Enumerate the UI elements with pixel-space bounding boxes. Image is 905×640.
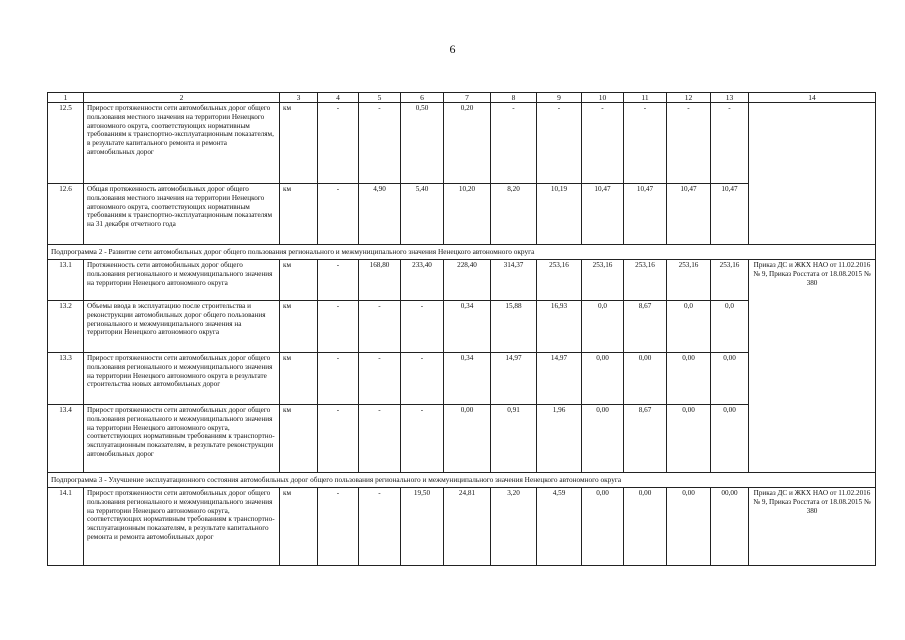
value-cell: 0,00 xyxy=(711,405,749,473)
value-cell: 10,47 xyxy=(624,184,667,245)
value-cell: - xyxy=(318,260,359,301)
indicator-name: Прирост протяженности сети автомобильных дорог общего пользования регионального и межмуниципального значения на территории Ненецкого автономного округа, соответствующих нормативным требованиям к транспортно-эксплуатационным показателям, в результате капитального ремонта и ремонта автомобильных дорог xyxy=(84,488,280,566)
column-number: 7 xyxy=(444,93,491,103)
column-number: 2 xyxy=(84,93,280,103)
value-cell: 10,19 xyxy=(537,184,582,245)
value-cell: - xyxy=(624,103,667,184)
row-number: 13.1 xyxy=(48,260,84,301)
value-cell: 4,90 xyxy=(359,184,401,245)
value-cell: 10,47 xyxy=(667,184,711,245)
value-cell: - xyxy=(491,103,537,184)
column-number: 14 xyxy=(749,93,876,103)
value-cell: - xyxy=(359,103,401,184)
row-number: 12.6 xyxy=(48,184,84,245)
column-number: 6 xyxy=(401,93,444,103)
subprogram-row xyxy=(48,245,876,260)
value-cell: 0,00 xyxy=(667,405,711,473)
value-cell: 0,00 xyxy=(667,488,711,566)
indicator-name: Прирост протяженности сети автомобильных дорог общего пользования регионального и межмуниципального значения на территории Ненецкого автономного округа в результате строительства новых автомобильных дорог xyxy=(84,353,280,405)
value-cell: - xyxy=(667,103,711,184)
row-number: 14.1 xyxy=(48,488,84,566)
value-cell: 8,67 xyxy=(624,301,667,353)
value-cell: 14,97 xyxy=(491,353,537,405)
indicator-name: Прирост протяженности сети автомобильных дорог общего пользования местного значения на территории Ненецкого автономного округа, соответствующих нормативным требованиям к транспортно-эксплуатационным показателям, в результате капитального ремонта и ремонта автомобильных дорог xyxy=(84,103,280,184)
table-row xyxy=(48,488,876,566)
value-cell: 0,0 xyxy=(667,301,711,353)
column-number: 12 xyxy=(667,93,711,103)
value-cell: - xyxy=(318,103,359,184)
value-cell: 19,50 xyxy=(401,488,444,566)
value-cell: 14,97 xyxy=(537,353,582,405)
row-number: 13.4 xyxy=(48,405,84,473)
source-cell: Приказ ДС и ЖКХ НАО от 11.02.2016 № 9, Приказ Росстата от 18.08.2015 № 380 xyxy=(749,260,876,473)
value-cell: - xyxy=(537,103,582,184)
column-number: 11 xyxy=(624,93,667,103)
value-cell: 8,20 xyxy=(491,184,537,245)
value-cell: 0,0 xyxy=(582,301,624,353)
row-number: 13.3 xyxy=(48,353,84,405)
column-number: 9 xyxy=(537,93,582,103)
indicator-name: Общая протяженность автомобильных дорог общего пользования местного значения на территории Ненецкого автономного округа, соответствующих нормативным требованиям к транспортно-эксплуатационным показателям на 31 декабря отчетного года xyxy=(84,184,280,245)
value-cell: - xyxy=(401,301,444,353)
unit-cell: км xyxy=(280,103,318,184)
value-cell: - xyxy=(582,103,624,184)
subprogram-row xyxy=(48,473,876,488)
value-cell: - xyxy=(318,301,359,353)
value-cell: - xyxy=(318,353,359,405)
column-number: 1 xyxy=(48,93,84,103)
unit-cell: км xyxy=(280,301,318,353)
value-cell: 5,40 xyxy=(401,184,444,245)
table-row xyxy=(48,103,876,184)
column-number: 13 xyxy=(711,93,749,103)
source-cell xyxy=(749,103,876,245)
value-cell: - xyxy=(711,103,749,184)
value-cell: 0,00 xyxy=(582,488,624,566)
value-cell: 10,47 xyxy=(711,184,749,245)
value-cell: 8,67 xyxy=(624,405,667,473)
value-cell: 314,37 xyxy=(491,260,537,301)
column-number: 4 xyxy=(318,93,359,103)
table-header xyxy=(48,93,876,103)
indicator-name: Объемы ввода в эксплуатацию после строительства и реконструкции автомобильных дорог общего пользования регионального и межмуниципального значения на территории Ненецкого автономного округа xyxy=(84,301,280,353)
page-number: 6 xyxy=(449,42,456,56)
value-cell: - xyxy=(401,353,444,405)
value-cell: 0,91 xyxy=(491,405,537,473)
value-cell: 10,47 xyxy=(582,184,624,245)
subprogram-heading: Подпрограмма 2 - Развитие сети автомобильных дорог общего пользования регионального и межмуниципального значения Ненецкого автономного округа xyxy=(48,245,876,260)
subprogram-heading: Подпрограмма 3 - Улучшение эксплуатационного состояния автомобильных дорог общего пользования регионального и межмуниципального значения Ненецкого автономного округа xyxy=(48,473,876,488)
value-cell: - xyxy=(359,353,401,405)
value-cell: - xyxy=(359,405,401,473)
value-cell: 1,96 xyxy=(537,405,582,473)
value-cell: 0,00 xyxy=(582,353,624,405)
row-number: 13.2 xyxy=(48,301,84,353)
value-cell: - xyxy=(401,405,444,473)
value-cell: 233,40 xyxy=(401,260,444,301)
value-cell: 253,16 xyxy=(667,260,711,301)
value-cell: 0,00 xyxy=(624,488,667,566)
value-cell: 0,0 xyxy=(711,301,749,353)
indicator-name: Протяженность сети автомобильных дорог общего пользования регионального и межмуниципального значения на территории Ненецкого автономного округа xyxy=(84,260,280,301)
value-cell: - xyxy=(318,184,359,245)
value-cell: 0,00 xyxy=(444,405,491,473)
value-cell: 15,88 xyxy=(491,301,537,353)
value-cell: 253,16 xyxy=(582,260,624,301)
value-cell: 0,00 xyxy=(711,353,749,405)
indicators-table xyxy=(47,92,876,566)
column-number: 8 xyxy=(491,93,537,103)
unit-cell: км xyxy=(280,260,318,301)
value-cell: 0,00 xyxy=(582,405,624,473)
column-number: 5 xyxy=(359,93,401,103)
unit-cell: км xyxy=(280,353,318,405)
column-number: 3 xyxy=(280,93,318,103)
value-cell: 253,16 xyxy=(711,260,749,301)
value-cell: 228,40 xyxy=(444,260,491,301)
value-cell: 253,16 xyxy=(537,260,582,301)
value-cell: 0,50 xyxy=(401,103,444,184)
column-number: 10 xyxy=(582,93,624,103)
row-number: 12.5 xyxy=(48,103,84,184)
value-cell: 0,00 xyxy=(667,353,711,405)
value-cell: 168,80 xyxy=(359,260,401,301)
value-cell: - xyxy=(359,488,401,566)
value-cell: 0,20 xyxy=(444,103,491,184)
unit-cell: км xyxy=(280,488,318,566)
value-cell: 16,93 xyxy=(537,301,582,353)
value-cell: 4,59 xyxy=(537,488,582,566)
value-cell: - xyxy=(318,405,359,473)
value-cell: - xyxy=(318,488,359,566)
value-cell: - xyxy=(359,301,401,353)
unit-cell: км xyxy=(280,184,318,245)
value-cell: 0,34 xyxy=(444,301,491,353)
value-cell: 24,81 xyxy=(444,488,491,566)
value-cell: 253,16 xyxy=(624,260,667,301)
value-cell: 0,00 xyxy=(624,353,667,405)
source-cell: Приказ ДС и ЖКХ НАО от 11.02.2016 № 9, Приказ Росстата от 18.08.2015 № 380 xyxy=(749,488,876,566)
table-row xyxy=(48,260,876,301)
value-cell: 00,00 xyxy=(711,488,749,566)
indicator-name: Прирост протяженности сети автомобильных дорог общего пользования регионального и межмуниципального значения на территории Ненецкого автономного округа, соответствующих нормативным требованиям к транспортно-эксплуатационным показателям, в результате реконструкции автомобильных дорог xyxy=(84,405,280,473)
value-cell: 3,20 xyxy=(491,488,537,566)
unit-cell: км xyxy=(280,405,318,473)
value-cell: 0,34 xyxy=(444,353,491,405)
value-cell: 10,20 xyxy=(444,184,491,245)
